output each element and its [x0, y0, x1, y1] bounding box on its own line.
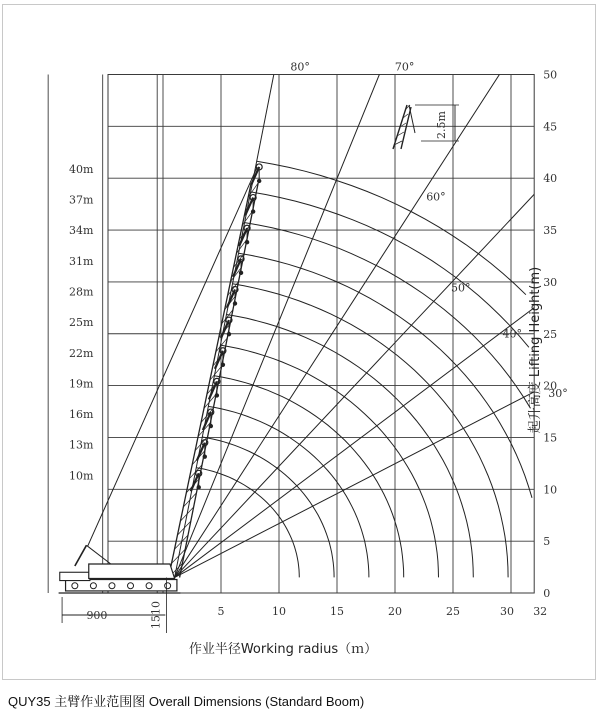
jib-length-label: 2.5m — [435, 111, 448, 139]
dimension-annotations — [62, 105, 459, 633]
x-tick-label: 32 — [533, 605, 548, 618]
boom-positions — [88, 164, 263, 577]
angle-label: 80° — [290, 60, 310, 74]
radius-arc — [245, 223, 531, 409]
chart-frame — [2, 4, 596, 680]
angle-label: 30° — [548, 386, 568, 400]
counterweight — [60, 572, 90, 580]
boom-length-label: 13m — [69, 438, 94, 452]
angle-label: 40° — [502, 327, 523, 341]
x-tick-label: 30 — [500, 605, 514, 618]
radius-arc — [251, 192, 529, 347]
gantry-brace — [86, 545, 110, 564]
y-tick-labels — [543, 69, 557, 601]
x-tick-label: 20 — [388, 605, 402, 618]
boom-length-label: 34m — [69, 224, 94, 238]
x-axis-title: 作业半径Working radius（ｍ） — [188, 642, 378, 657]
x-tick-labels — [218, 605, 548, 618]
boom-length-label: 37m — [69, 193, 94, 207]
y-axis-title: 起升高度 Lifting Height(m) — [528, 266, 543, 434]
boom-length-label: 28m — [69, 285, 94, 299]
x-tick-label: 15 — [330, 605, 344, 618]
gantry-mast — [75, 545, 87, 566]
x-tick-label: 25 — [446, 605, 460, 618]
angle-label: 50° — [451, 281, 471, 295]
inset-rope — [409, 105, 415, 133]
rear-offset-label: 900 — [86, 609, 108, 622]
y-tick-label: 45 — [543, 120, 558, 134]
foot-height-label: 1510 — [149, 601, 163, 629]
boom-length-labels — [69, 163, 94, 482]
radius-arc — [239, 253, 532, 498]
crawler-track — [66, 580, 177, 591]
radius-arc — [257, 161, 526, 294]
boom-length-label: 40m — [69, 162, 94, 176]
boom-length-label: 19m — [69, 377, 94, 391]
y-tick-label: 50 — [543, 68, 558, 82]
y-tick-label: 0 — [543, 587, 551, 600]
figure-caption: QUY35 主臂作业范围图 Overall Dimensions (Standard Boom) — [8, 694, 365, 709]
chart-grid — [48, 75, 534, 594]
y-tick-label: 15 — [543, 431, 558, 445]
angle-label: 70° — [394, 60, 415, 74]
y-tick-label: 30 — [543, 275, 558, 289]
hook-block — [257, 179, 261, 183]
boom-length-label: 10m — [69, 469, 94, 483]
angle-label: 60° — [426, 190, 446, 204]
angle-ray — [175, 5, 492, 577]
y-tick-label: 5 — [543, 535, 551, 549]
x-tick-label: 10 — [272, 605, 286, 618]
x-tick-label: 5 — [217, 605, 225, 618]
boom-length-label: 16m — [69, 408, 94, 422]
crane-base — [59, 545, 181, 593]
boom-length-label: 31m — [69, 254, 94, 268]
radius-arcs — [196, 161, 532, 577]
y-tick-label: 40 — [543, 172, 558, 186]
y-tick-label: 20 — [543, 379, 558, 393]
y-tick-label: 35 — [543, 224, 558, 238]
chart-svg — [3, 5, 597, 681]
y-tick-label: 10 — [543, 483, 558, 497]
upper-structure — [89, 564, 175, 579]
y-tick-label: 25 — [543, 327, 558, 341]
inset-boom — [401, 107, 411, 149]
boom-length-label: 25m — [69, 316, 94, 330]
boom-length-label: 22m — [69, 346, 94, 360]
